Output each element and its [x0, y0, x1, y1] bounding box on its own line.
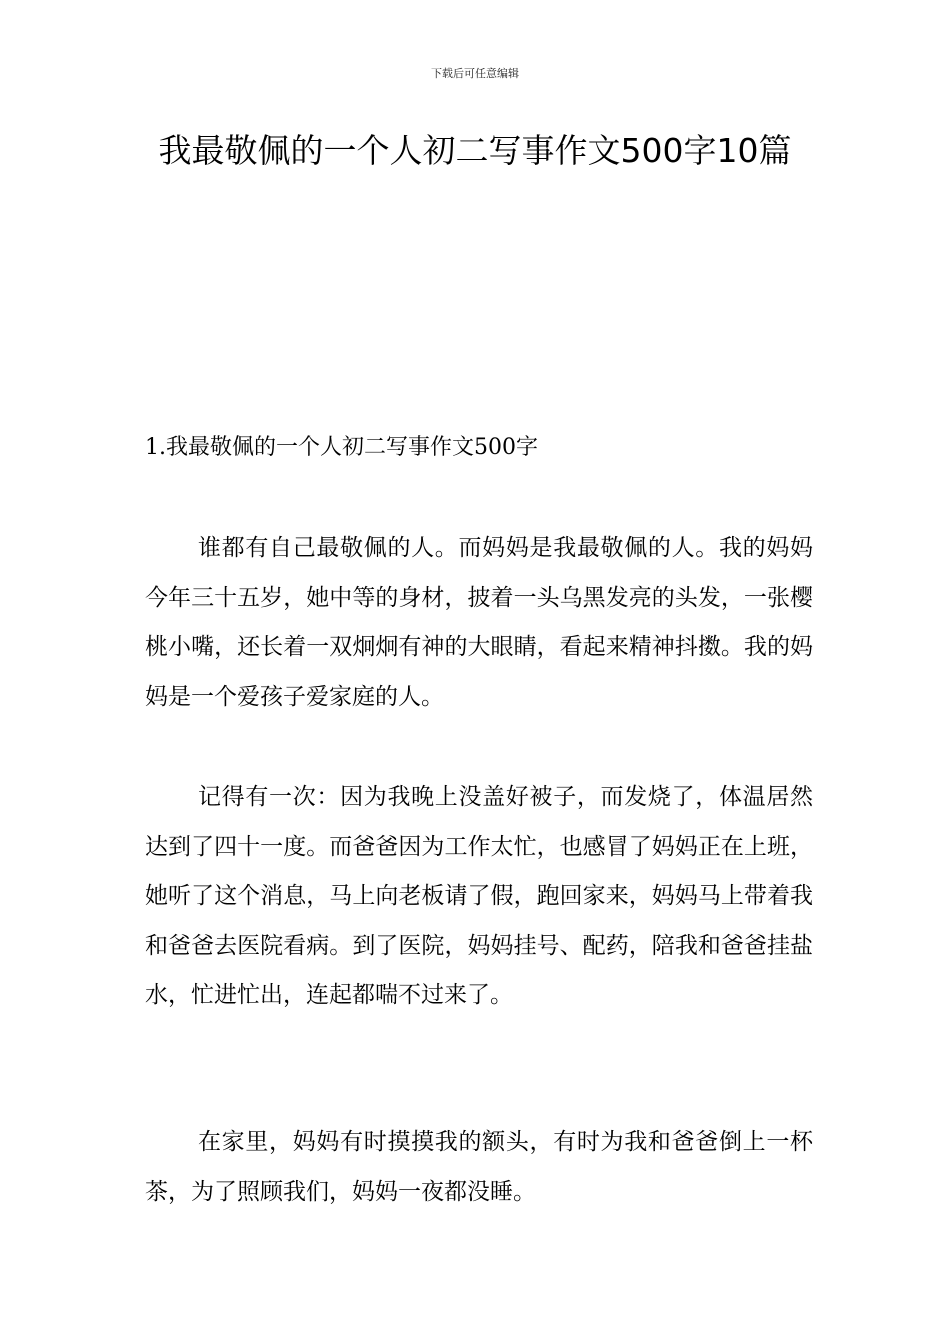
paragraph-2: 记得有一次：因为我晚上没盖好被子，而发烧了，体温居然达到了四十一度。而爸爸因为工作太忙，也感冒了妈妈正在上班，她听了这个消息，马上向老板请了假，跑回家来，妈妈马上带着我和爸爸去医院看病。到了医院，妈妈挂号、配药，陪我和爸爸挂盐水，忙进忙出，连起都喘不过来了。 — [145, 784, 813, 1008]
header-note: 下载后可任意编辑 — [431, 67, 519, 80]
section-heading: 1.我最敬佩的一个人初二写事作文500字 — [145, 435, 538, 460]
paragraph-3: 在家里，妈妈有时摸摸我的额头，有时为我和爸爸倒上一杯茶，为了照顾我们，妈妈一夜都没睡。 — [145, 1129, 813, 1205]
paragraph-1: 谁都有自己最敬佩的人。而妈妈是我最敬佩的人。我的妈妈今年三十五岁，她中等的身材，披着一头乌黑发亮的头发，一张樱桃小嘴，还长着一双炯炯有神的大眼睛，看起来精神抖擞。我的妈妈是一个爱孩子爱家庭的人。 — [145, 535, 813, 710]
document-title: 我最敬佩的一个人初二写事作文500字10篇 — [158, 131, 792, 170]
